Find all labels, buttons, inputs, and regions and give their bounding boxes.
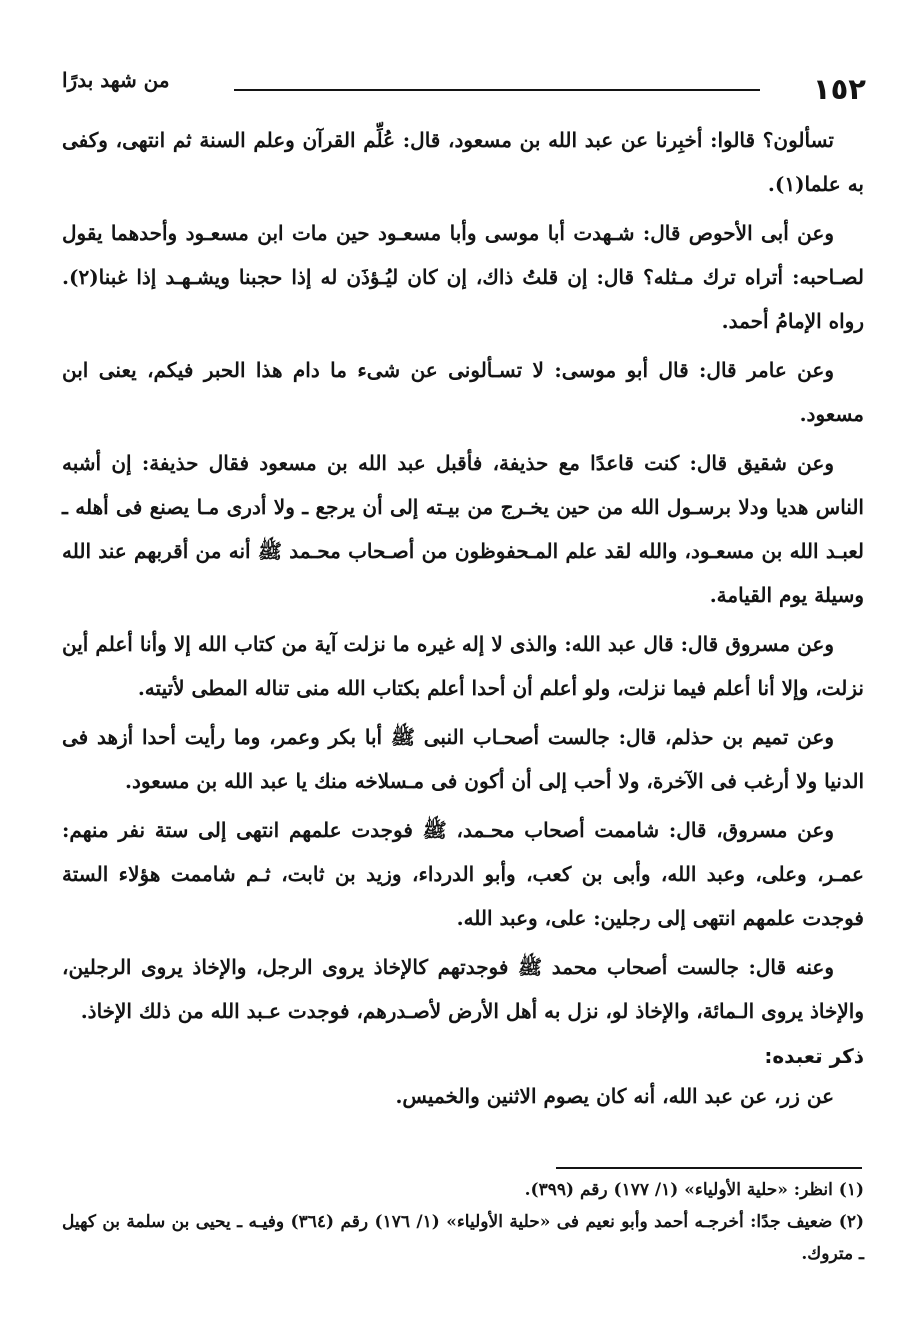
- paragraph: وعن مسروق قال: قال عبد الله: والذى لا إله غيره ما نزلت آية من كتاب الله إلا وأنا أعلم أين نزلت، وإلا أنا أعلم فيما نزلت، ولو أعلم أن أحدا أعلم بكتاب الله منى تناله المطى لأتيته.: [62, 632, 864, 700]
- section-heading: ذكر تعبده:: [764, 1044, 864, 1068]
- footnotes: [62, 1174, 864, 1270]
- footnote-separator: [556, 1167, 862, 1169]
- section-paragraph: عن زر، عن عبد الله، أنه كان يصوم الاثنين والخميس.: [395, 1084, 834, 1108]
- paragraph: وعن مسروق، قال: شاممت أصحاب محـمد، ﷺ فوجدت علمهم انتهى إلى ستة نفر منهم: عمـر، وعلى، وعبد الله، وأبى بن كعب، وأبو الدرداء، وزيد بن ثابت، ثـم شاممت هؤلاء الستة فوجدت علمهم انتهى إلى رجلين: على، وعبد الله.: [62, 818, 864, 930]
- paragraph: وعنه قال: جالست أصحاب محمد ﷺ فوجدتهم كالإخاذ يروى الرجل، والإخاذ يروى الرجلين، والإخاذ يروى الـمائة، والإخاذ لو، نزل به أهل الأرض لأصـدرهم، فوجدت عـبد الله من ذلك الإخاذ.: [62, 955, 864, 1023]
- paragraph: وعن تميم بن حذلم، قال: جالست أصحـاب النبى ﷺ أبا بكر وعمر، وما رأيت أحدا أزهد فى الدنيا ولا أرغب فى الآخرة، ولا أحب إلى أن أكون فى مـسلاخه منك يا عبد الله بن مسعود.: [62, 725, 864, 793]
- paragraph: وعن عامر قال: قال أبو موسى: لا تسـألونى عن شىء ما دام هذا الحبر فيكم، يعنى ابن مسعود.: [62, 358, 864, 426]
- page-header: [62, 66, 866, 108]
- paragraph: وعن شقيق قال: كنت قاعدًا مع حذيفة، فأقبل عبد الله بن مسعود فقال حذيفة: إن أشبه الناس هديا ودلا برسـول الله من حين يخـرج من بيـته إلى أن يرجع ـ ولا أدرى مـا يصنع فى أهله ـ لعبـد الله بن مسعـود، والله لقد علم المـحفوظون من أصـحاب محـمد ﷺ أنه من أقربهم عند الله وسيلة يوم القيامة.: [62, 451, 864, 607]
- main-text: [62, 118, 864, 1123]
- paragraph: تسألون؟ قالوا: أخبِرنا عن عبد الله بن مسعود، قال: عُلِّم القرآن وعلم السنة ثم انتهى، وكفى به علما(١).: [62, 128, 864, 196]
- page-number: ١٥٢: [812, 72, 866, 106]
- footnote-2: (٢) ضعيف جدًا: أخرجـه أحمد وأبو نعيم فى «حلية الأولياء» (١/ ١٧٦) رقم (٣٦٤) وفيـه ـ يحيى بن سلمة بن كهيل ـ متروك.: [62, 1212, 864, 1264]
- paragraph: وعن أبى الأحوص قال: شـهدت أبا موسى وأبا مسعـود حين مات ابن مسعـود وأحدهما يقول لصـاحبه: أتراه ترك مـثله؟ قال: إن قلتُ ذاك، إن كان ليُـؤذَن له إذا حجبنا ويشـهـد إذا غبنا(٢). رواه الإمامُ أحمد.: [62, 221, 864, 333]
- header-rule: [234, 89, 760, 91]
- footnote-1: (١) انظر: «حلية الأولياء» (١/ ١٧٧) رقم (٣٩٩).: [524, 1180, 864, 1200]
- running-title: من شهد بدرًا: [62, 68, 170, 92]
